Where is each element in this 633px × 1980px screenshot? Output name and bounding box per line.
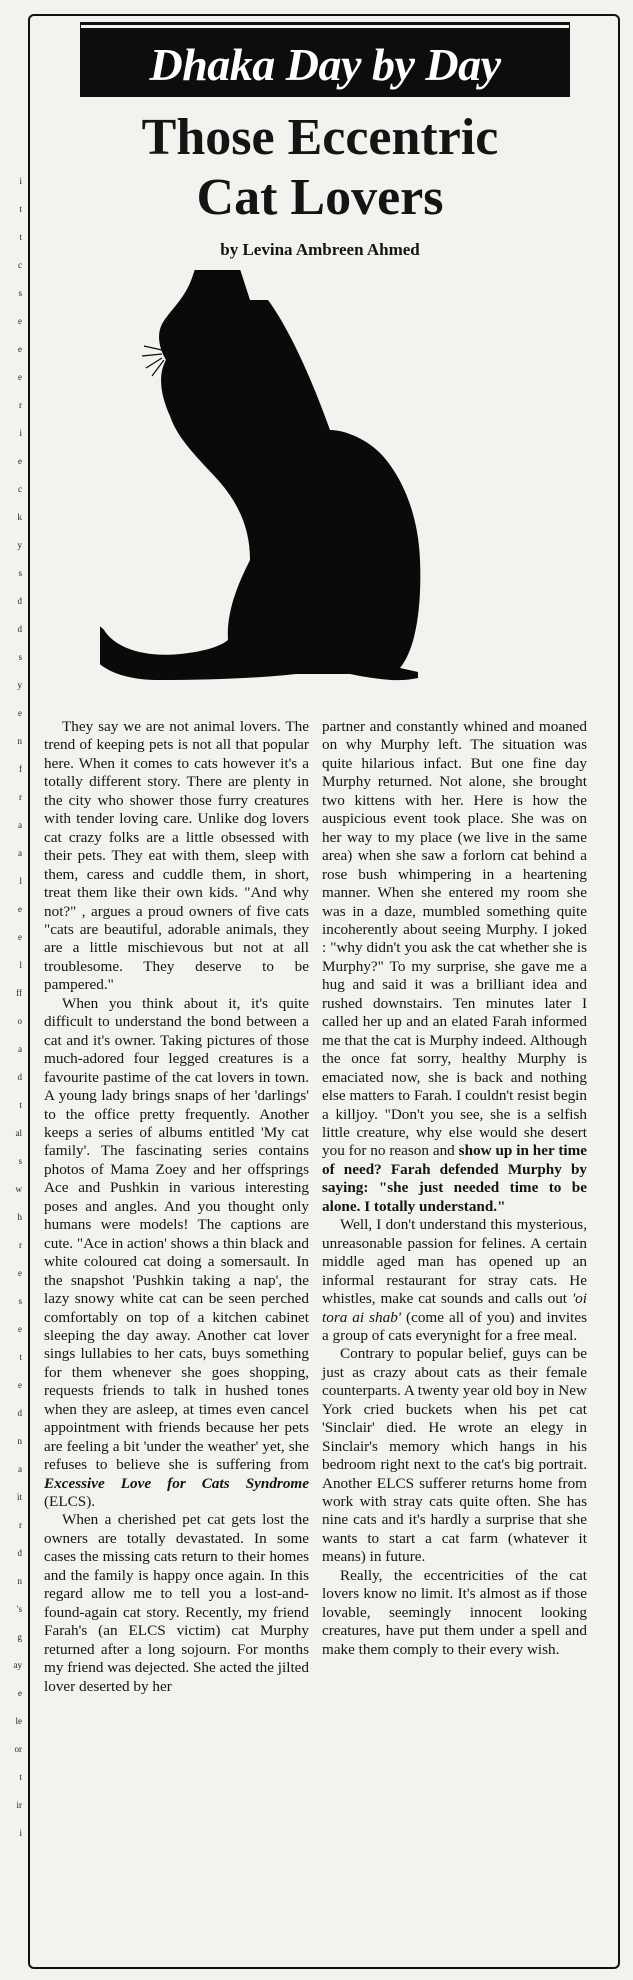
edge-fragment: d — [17, 624, 22, 634]
elcs-term: Excessive Love for Cats Syndrome — [44, 1474, 309, 1492]
edge-fragment: ay — [13, 1660, 22, 1670]
edge-fragment: s — [18, 288, 22, 298]
headline-line-2: Cat Lovers — [196, 169, 444, 226]
edge-fragment: e — [18, 372, 22, 382]
murphy-bold-2: Farah defended Murphy by saying: "she just needed time to be alone. I totally understand." — [322, 1160, 587, 1215]
edge-fragment: e — [18, 1688, 22, 1698]
edge-fragment: s — [18, 568, 22, 578]
edge-fragment: d — [17, 1408, 22, 1418]
elcs-abbrev: (ELCS). — [44, 1493, 96, 1511]
edge-fragment: e — [18, 1324, 22, 1334]
masthead-title: Dhaka Day by Day — [149, 38, 501, 90]
edge-fragment: r — [19, 400, 22, 410]
edge-fragment: ir — [16, 1800, 22, 1810]
edge-fragment: c — [18, 484, 22, 494]
paragraph-murphy — [322, 718, 587, 1216]
edge-fragment: r — [19, 792, 22, 802]
edge-fragment: n — [17, 736, 22, 746]
edge-fragment: y — [17, 680, 22, 690]
edge-fragment: a — [18, 1464, 22, 1474]
edge-fragment: d — [17, 1072, 22, 1082]
edge-fragment: t — [19, 204, 22, 214]
murphy-bold-1: show up in her time of need? — [322, 1142, 588, 1178]
edge-fragment: i — [19, 176, 22, 186]
edge-fragment: d — [17, 1548, 22, 1558]
edge-fragment: e — [18, 904, 22, 914]
paragraph-restaurant — [322, 1216, 587, 1345]
section-masthead — [80, 28, 570, 97]
edge-fragment: r — [19, 1240, 22, 1250]
edge-fragment: t — [19, 1772, 22, 1782]
edge-fragment: ff — [16, 988, 22, 998]
edge-fragment: t — [19, 232, 22, 242]
paragraph-intro: They say we are not animal lovers. The trend of keeping pets is not all that popular here. When it comes to cats however it's a totally different story. There are plenty in the city who shower those furry creatures with tender loving care. Unlike dog lovers cat crazy folks are a little obsessed with their pets. They eat with them, sleep with them, caress and cuddle them, in short, treat them like their own kids. "And why not?" , argues a proud owners of five cats "cats are beautiful, adorable animals, they are a little mischievous but not at all troublesome. They deserve to be pampered." — [44, 718, 309, 994]
article-column-left — [44, 718, 309, 1696]
edge-fragment: n — [17, 1576, 22, 1586]
edge-fragment: a — [18, 848, 22, 858]
edge-fragment: al — [15, 1128, 22, 1138]
edge-fragment: l — [19, 876, 22, 886]
edge-fragment: s — [18, 1296, 22, 1306]
edge-fragment: d — [17, 596, 22, 606]
edge-fragment: n — [17, 1436, 22, 1446]
paragraph-lost-cat: When a cherished pet cat gets lost the owners are totally devastated. In some cases the missing cats return to their homes and the family is happy once again. In this regard allow me to tell you a lost-and-found-again cat story. Recently, my friend Farah's (an ELCS victim) cat Murphy returned after a long sojourn. For months my friend was dejected. She acted the jilted lover deserted by her — [44, 1511, 309, 1695]
edge-fragment: r — [19, 1520, 22, 1530]
edge-fragment: c — [18, 260, 22, 270]
edge-fragment: a — [18, 1044, 22, 1054]
edge-fragment: i — [19, 428, 22, 438]
edge-fragment: t — [19, 1100, 22, 1110]
adjacent-column-edge — [0, 0, 26, 1980]
edge-fragment: y — [17, 540, 22, 550]
edge-fragment: e — [18, 932, 22, 942]
paragraph-guys: Contrary to popular belief, guys can be just as crazy about cats as their female counterparts. A twenty year old boy in New York cried buckets when his pet cat 'Sinclair' died. He wrote an elegy in Sinclair's memory which hangs in his bedroom right next to the cat's big portrait. Another ELCS sufferer returns home from work with stray cats quite often. She has nine cats and it's hardly a surprise that she wants to start a cat farm (whatever it means) in future. — [322, 1345, 587, 1566]
cat-call-phrase: 'oi tora ai shab' — [322, 1290, 587, 1326]
edge-fragment: t — [19, 1352, 22, 1362]
paragraph-restaurant-text: Well, I don't understand this mysterious, unreasonable passion for felines. A certain middle aged man has opened up an informal restaurant for stray cats. He whistles, make cat sounds and calls out — [322, 1216, 587, 1308]
article-column-right — [322, 718, 587, 1659]
edge-fragment: e — [18, 316, 22, 326]
edge-fragment: h — [17, 1212, 22, 1222]
cat-silhouette-icon — [100, 270, 540, 710]
edge-fragment: w — [15, 1184, 22, 1194]
edge-fragment: s — [18, 652, 22, 662]
edge-fragment: 's — [16, 1604, 22, 1614]
edge-fragment: le — [15, 1716, 22, 1726]
edge-fragment: e — [18, 708, 22, 718]
byline: by Levina Ambreen Ahmed — [220, 240, 420, 259]
edge-fragment: e — [18, 1268, 22, 1278]
headline-line-1: Those Eccentric — [141, 109, 499, 166]
headline — [40, 108, 600, 228]
edge-fragment: it — [16, 1492, 22, 1502]
edge-fragment: l — [19, 960, 22, 970]
edge-fragment: o — [17, 1016, 22, 1026]
paragraph-conclusion: Really, the eccentricities of the cat lovers know no limit. It's almost as if those lovable, seemingly innocent looking creatures, have put them under a spell and make them comply to their every wish. — [322, 1566, 587, 1658]
cat-silhouette-image — [100, 270, 540, 710]
paragraph-photos-text: When you think about it, it's quite difficult to understand the bond between a cat and it's owner. Taking pictures of those much-adored four legged creatures is a favourite pastime of the cat lovers in town. A young lady brings snaps of her 'darlings' to the office pretty frequently. Another keeps a series of albums entitled 'My cat family'. The fascinating series contains photos of Mama Zoey and her offsprings Ace and Pushkin in various interesting poses and angles. And you thought only humans were models! The captions are cute. "Ace in action' shows a thin black and white coloured cat doing a somersault. In the snapshot 'Pushkin taking a nap', the lazy snowy white cat can be seen perched comfortably on top of a kitchen cabinet sleeping the day away. Another cat lover sings lullabies to her cats, buys something for them whenever she goes shopping, requests friends to talk in hushed tones when they are asleep, at times even cancel appointment with friends because her pets are feeling a bit 'under the weather' yet, she refuses to believe she is suffering from — [44, 994, 309, 1474]
edge-fragment: e — [18, 1380, 22, 1390]
edge-fragment: s — [18, 1156, 22, 1166]
paragraph-murphy-text: partner and constantly whined and moaned on why Murphy left. The situation was quite hilarious infact. But one fine day Murphy returned. Not alone, she brought two kittens with her. Here is how the auspicious event took place. She was on her way to my place (we live in the same area) when she saw a forlorn cat behind a rose bush whimpering in a heartening manner. When she entered my room she was in a daze, mumbled something quite incoherently about seeing Murphy. I joked : "why didn't you ask the cat whether she is Murphy?" To my surprise, she gave me a hug and said it was a brilliant idea and rushed downstairs. Ten minutes later I called her up and an elated Farah informed me that the cat is Murphy indeed. Although the once fat sorry, healthy Murphy is emaciated now, she is back and nothing else matters to Farah. I couldn't resist begin a killjoy. "Don't you see, she is a selfish little creature, why else would she desert you for no reason and — [322, 718, 587, 1160]
edge-fragment: a — [18, 820, 22, 830]
edge-fragment: k — [17, 512, 22, 522]
edge-fragment: or — [14, 1744, 22, 1754]
paragraph-restaurant-tail: (come all of you) and invites a group of cats everynight for a free meal. — [322, 1308, 587, 1344]
edge-fragment: i — [19, 1828, 22, 1838]
edge-fragment: e — [18, 456, 22, 466]
edge-fragment: e — [18, 344, 22, 354]
paragraph-photos — [44, 995, 309, 1512]
edge-fragment: g — [17, 1632, 22, 1642]
edge-fragment: f — [19, 764, 22, 774]
